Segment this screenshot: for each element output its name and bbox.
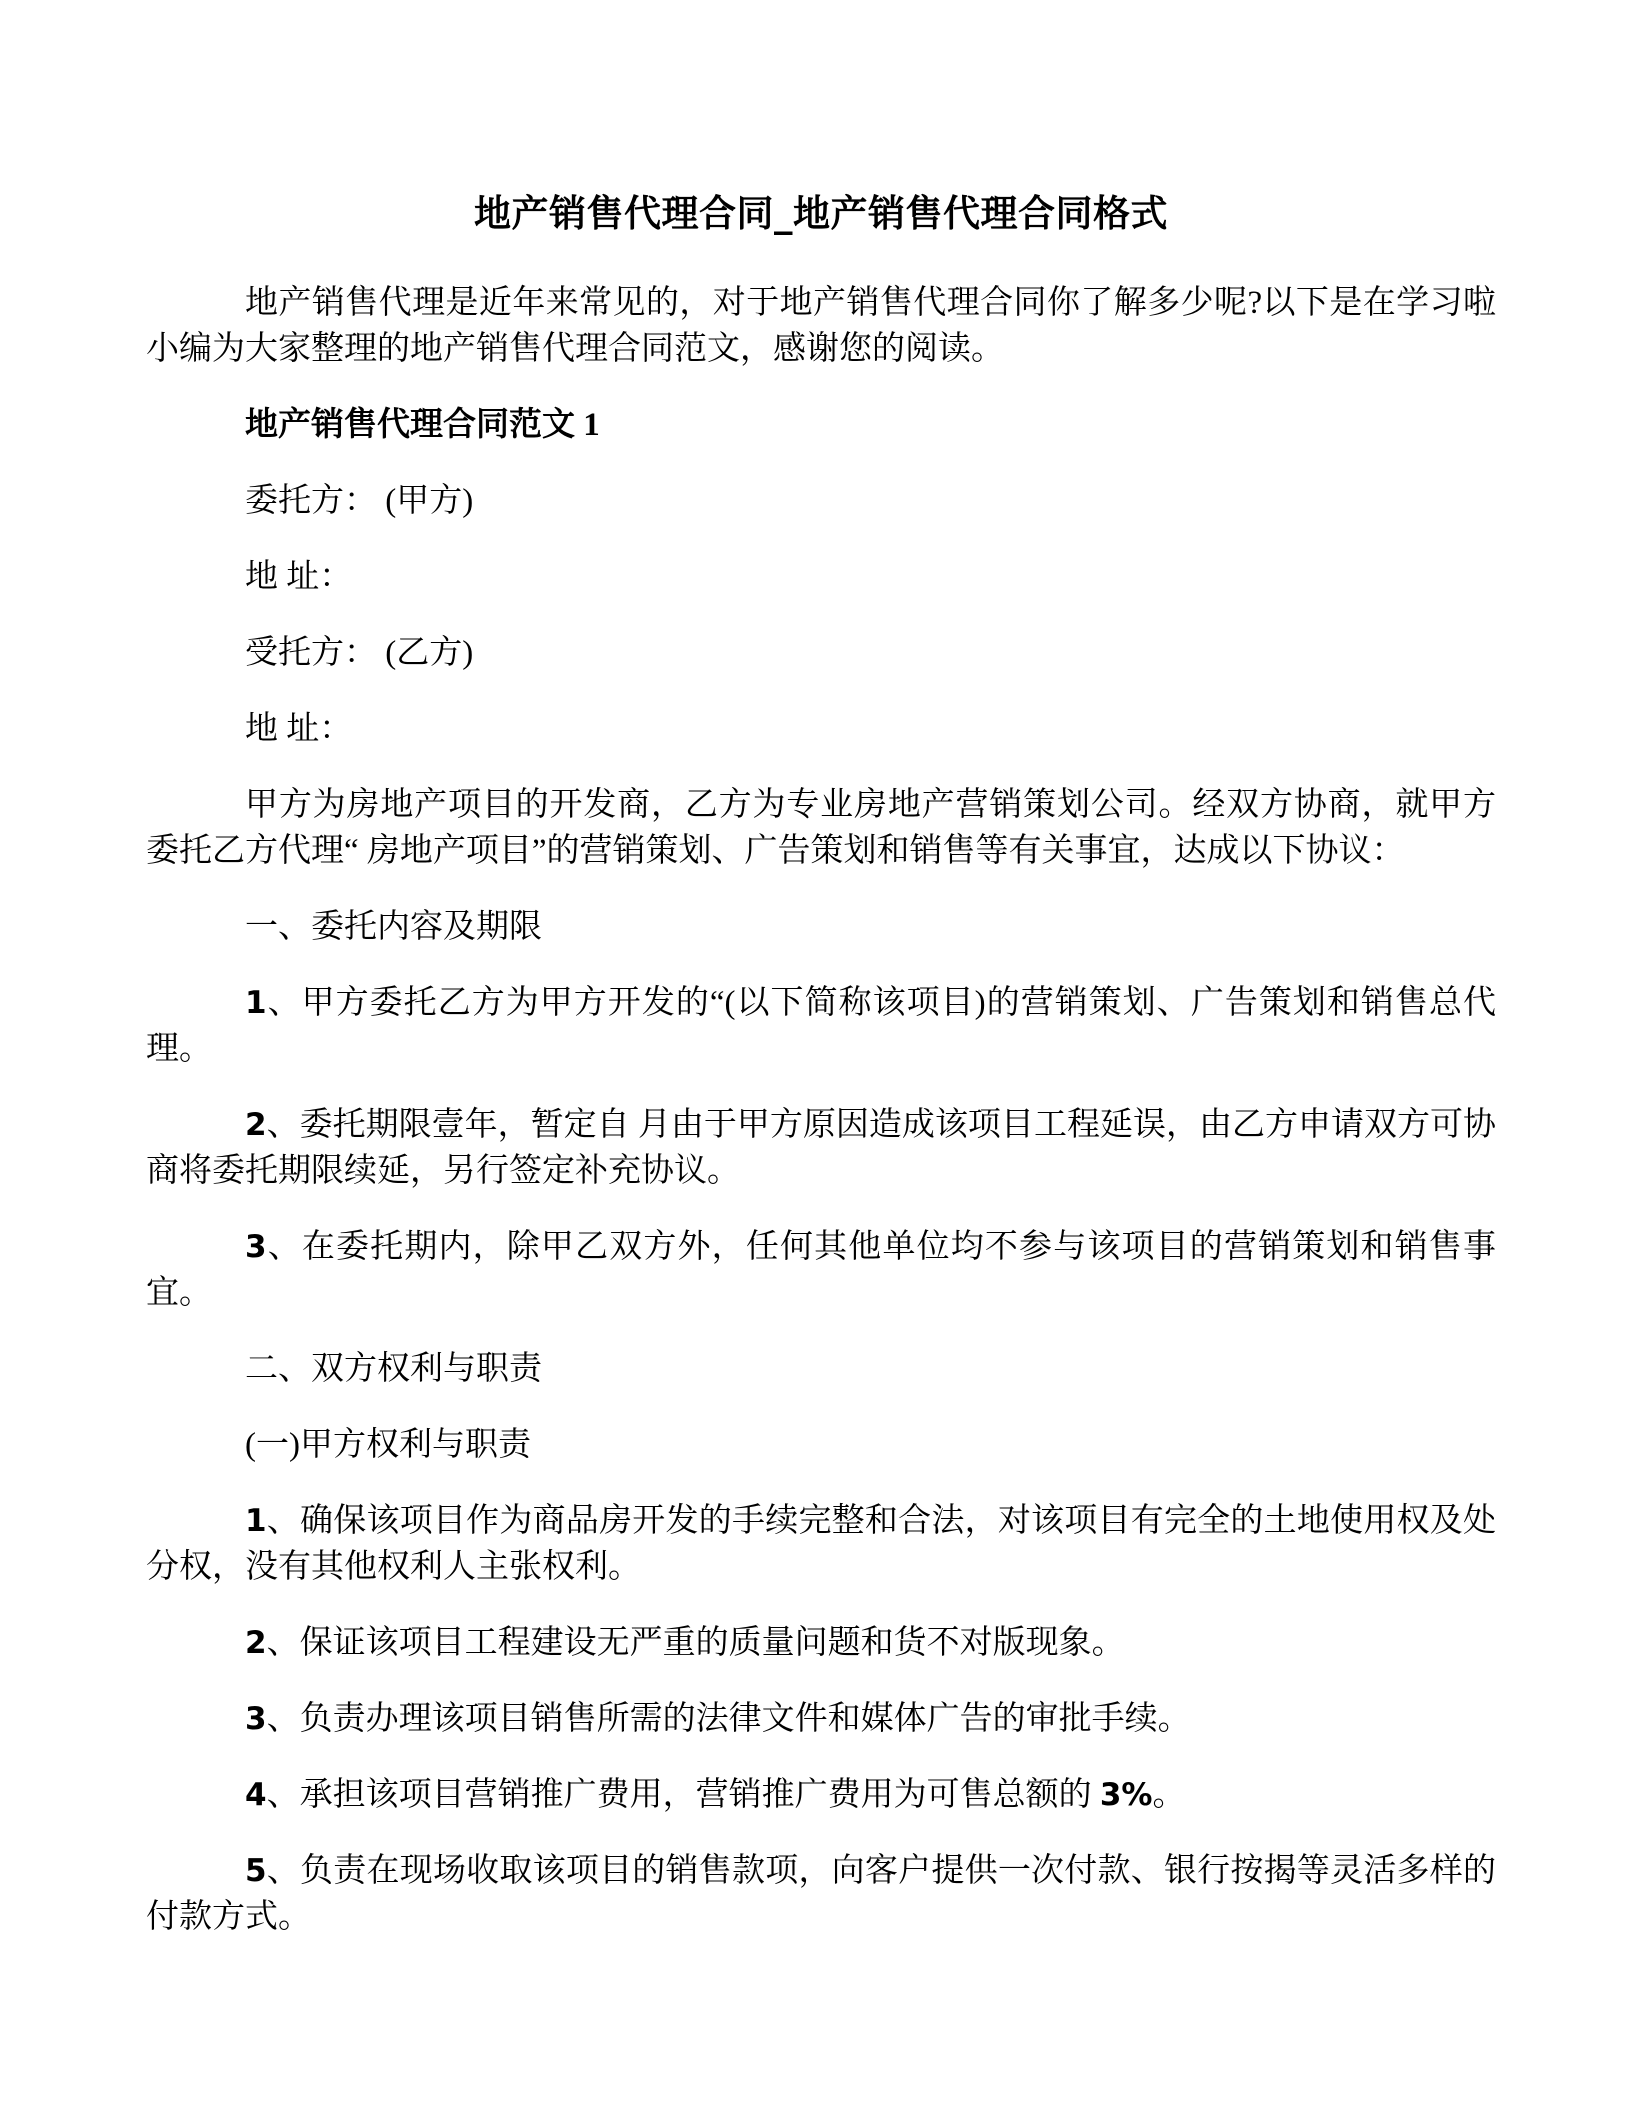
clause-2-5 — [146, 1848, 1496, 1940]
clause-2-1 — [146, 1498, 1496, 1590]
clause-2-4 — [146, 1772, 1496, 1818]
text-run: 、确保该项目作为商品房开发的手续完整和合法，对该项目有完全的土地使用权及处分权，没有其他权利人主张权利。 — [146, 1503, 1496, 1585]
clause-2-3 — [146, 1696, 1496, 1742]
text-run: 1 — [245, 985, 267, 1021]
page-title: 地产销售代理合同_地产销售代理合同格式 — [474, 192, 1168, 235]
clause-2-2 — [146, 1620, 1496, 1666]
text-run: 、保证该项目工程建设无严重的质量问题和货不对版现象。 — [266, 1625, 1125, 1661]
text-run: 、负责办理该项目销售所需的法律文件和媒体广告的审批手续。 — [266, 1701, 1191, 1737]
intro-paragraph: 地产销售代理是近年来常见的，对于地产销售代理合同你了解多少呢?以下是在学习啦小编为大家整理的地产销售代理合同范文，感谢您的阅读。 — [146, 285, 1496, 367]
text-run: 3% — [1099, 1777, 1153, 1813]
text-run: 2 — [245, 1107, 267, 1143]
sample-heading: 地产销售代理合同范文 1 — [245, 407, 600, 443]
text-run: 1 — [245, 1503, 267, 1539]
clause-1-1 — [146, 980, 1496, 1072]
text-run: 、承担该项目营销推广费用，营销推广费用为可售总额的 — [266, 1777, 1100, 1813]
section-1-heading: 一、委托内容及期限 — [245, 909, 542, 945]
text-run: 5 — [245, 1853, 267, 1889]
text-run: 4 — [245, 1777, 267, 1813]
text-run: 、甲方委托乙方为甲方开发的“(以下简称该项目)的营销策划、广告策划和销售总代理。 — [146, 985, 1496, 1067]
text-run: 3 — [245, 1229, 267, 1265]
text-run: 、委托期限壹年，暂定自 月由于甲方原因造成该项目工程延误，由乙方申请双方可协商将委托期限续延，另行签定补充协议。 — [146, 1107, 1496, 1189]
section-2-heading: 二、双方权利与职责 — [245, 1351, 542, 1387]
subsection-a-heading: (一)甲方权利与职责 — [245, 1427, 531, 1463]
text-run: 2 — [245, 1625, 267, 1661]
address-line-1: 地 址： — [245, 559, 353, 595]
entrusted-party-line: 受托方： (乙方) — [245, 635, 474, 671]
preamble-paragraph: 甲方为房地产项目的开发商，乙方为专业房地产营销策划公司。经双方协商，就甲方委托乙方代理“ 房地产项目”的营销策划、广告策划和销售等有关事宜，达成以下协议： — [146, 787, 1496, 869]
text-run: 3 — [245, 1701, 267, 1737]
clause-1-3 — [146, 1224, 1496, 1316]
clause-1-2 — [146, 1102, 1496, 1194]
text-run: 、在委托期内，除甲乙双方外，任何其他单位均不参与该项目的营销策划和销售事宜。 — [146, 1229, 1496, 1311]
entrusting-party-line: 委托方： (甲方) — [245, 483, 474, 519]
text-run: 、负责在现场收取该项目的销售款项，向客户提供一次付款、银行按揭等灵活多样的付款方式。 — [146, 1853, 1496, 1935]
text-run: 。 — [1152, 1777, 1186, 1813]
address-line-2: 地 址： — [245, 711, 353, 747]
